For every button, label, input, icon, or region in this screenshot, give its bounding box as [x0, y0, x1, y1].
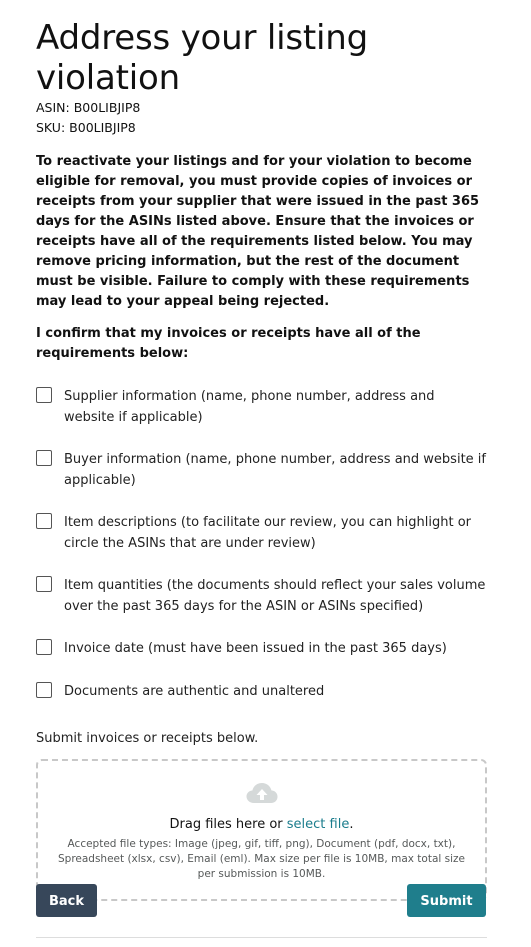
upload-label: Submit invoices or receipts below.: [36, 731, 259, 746]
checkbox-item-descriptions[interactable]: [36, 512, 487, 554]
checkbox[interactable]: [36, 682, 52, 698]
page-title: Address your listing violation: [36, 18, 368, 98]
checkbox-label: Buyer information (name, phone number, address and website if applicable): [64, 452, 486, 488]
checkbox[interactable]: [36, 513, 52, 529]
checkbox-documents-authentic[interactable]: [36, 681, 487, 702]
accepted-file-types: Accepted file types: Image (jpeg, gif, tiff, png), Document (pdf, docx, txt), Spreadsheet (xlsx, csv), Email (eml). Max size per file is 10MB, max total size per submission is 10MB.: [57, 838, 466, 880]
confirm-heading: I confirm that my invoices or receipts have all of the requirements below:: [36, 326, 421, 361]
intro-text: To reactivate your listings and for your violation to become eligible for removal, you must provide copies of invoices or receipts from your supplier that were issued in the past 365 days for the ASINs listed above. Ensure that the invoices or receipts have all of the requirements listed below. You may remove pricing information, but the rest of the document must be visible. Failure to comply with these requirements may lead to your appeal being rejected.: [36, 154, 480, 309]
checkbox-label: Item descriptions (to facilitate our review, you can highlight or circle the ASINs that are under review): [64, 515, 471, 551]
asin-line: [36, 98, 487, 118]
cloud-upload-icon: [245, 781, 279, 809]
asin-value: B00LIBJIP8: [73, 100, 141, 115]
submit-button[interactable]: Submit: [407, 884, 486, 917]
checkbox-buyer-information[interactable]: [36, 449, 487, 491]
back-button[interactable]: Back: [36, 884, 97, 917]
checkbox-label: Item quantities (the documents should reflect your sales volume over the past 365 days for the ASIN or ASINs specified): [64, 578, 486, 614]
action-buttons: [36, 884, 487, 917]
checkbox[interactable]: [36, 387, 52, 403]
checkbox-invoice-date[interactable]: [36, 638, 487, 659]
checkbox-label: Invoice date (must have been issued in the past 365 days): [64, 641, 447, 656]
bottom-divider: [36, 937, 487, 938]
drag-text: Drag files here or: [169, 817, 287, 832]
drag-instructions: [38, 815, 485, 835]
sku-label: SKU:: [36, 120, 66, 135]
checkbox-label: Documents are authentic and unaltered: [64, 684, 325, 699]
sku-value: B00LIBJIP8: [69, 120, 136, 135]
sku-line: [36, 118, 487, 138]
asin-label: ASIN:: [36, 100, 70, 115]
drag-suffix: .: [349, 817, 354, 832]
requirements-checklist: [36, 386, 487, 702]
checkbox-item-quantities[interactable]: [36, 575, 487, 617]
checkbox[interactable]: [36, 450, 52, 466]
file-dropzone[interactable]: [36, 759, 487, 901]
listing-violation-page: [36, 0, 487, 909]
select-file-link[interactable]: select file: [286, 817, 350, 832]
checkbox-label: Supplier information (name, phone number, address and website if applicable): [64, 389, 435, 425]
checkbox-supplier-information[interactable]: [36, 386, 487, 428]
checkbox[interactable]: [36, 576, 52, 592]
checkbox[interactable]: [36, 639, 52, 655]
